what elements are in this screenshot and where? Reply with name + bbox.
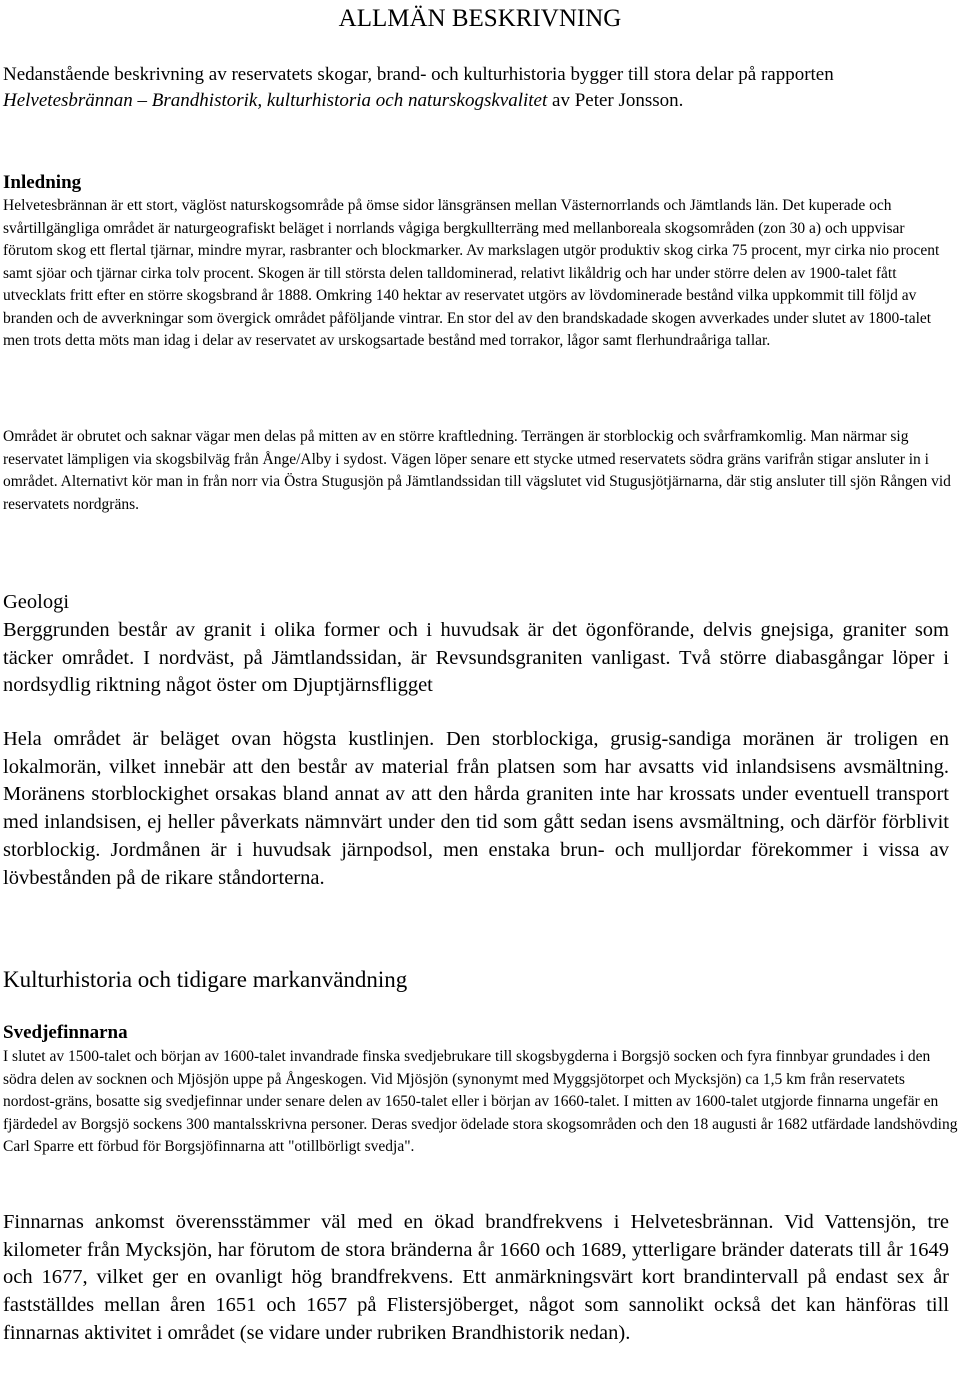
inledning-paragraph-2: Området är obrutet och saknar vägar men delas på mitten av en större kraftledning. Terrängen är storblockig och svårframkomlig. Man närmar sig reservatet lämpligen via skogsbilväg från Ånge/Alby i sydost. Vägen löper senare ett stycke utmed reservatets södra gräns varifrån stigar ansluter in i området. Alternativt kör man in från norr via Östra Stugusjön på Jämtlandssidan till vägslutet vid Stugusjötjärnarna, där stig ansluter till sjön Rången vid reservatets nordgräns. [3, 428, 951, 513]
kultur-paragraph-1: I slutet av 1500-talet och början av 1600-talet invandrade finska svedjebrukare till skogsbygderna i Borgsjö socken och fyra finnbyar grundades i den södra delen av socknen och Mjösjön uppe på Ångeskogen. Vid Mjösjön (synonymt med Myggsjötorpet och Mycksjön) ca 1,5 km från reservatets nordost-gräns, bosatte sig svedjefinnar under senare delen av 1650-talet eller i början av 1660-talet. I mitten av 1600-talet utgjorde finnarna ungefär en fjärdedel av Borgsjö sockens 300 mantalsskrivna personer. Deras svedjor ödelade stora skogsområden och den 18 augusti år 1682 utfärdade landshövding Carl Sparre ett förbud för Borgsjöfinnarna att "otillbörligt svedja". [3, 1048, 958, 1155]
heading-kulturhistoria: Kulturhistoria och tidigare markanvändning [3, 967, 408, 992]
kultur-paragraph-2: Finnarnas ankomst överensstämmer väl med en ökad brandfrekvens i Helvetesbrännan. Vid Vattensjön, tre kilometer från Mycksjön, har förutom de stora bränderna år 1660 och 1689, ytterligare bränder daterats till år 1649 och 1677, vilket ger en ovanligt hög brandfrekvens. Ett anmärkningsvärt kort brandintervall på endast sex år fastställdes mellan åren 1651 och 1657 på Flistersjöberget, något som sannolikt också det kan hänföras till finnarnas aktivitet i området (se vidare under rubriken Brandhistorik nedan). [3, 1211, 949, 1344]
inledning-paragraph-1: Helvetesbrännan är ett stort, väglöst naturskogsområde på ömse sidor länsgränsen mellan Västernorrlands och Jämtlands län. Det kuperade och svårtillgängliga området är naturgeografiskt beläget i norrlands vågiga bergkullterräng med mellanboreala skogsområden (zon 30 a) och uppvisar förutom skog ett flertal tjärnar, mindre myrar, rasbranter och blockmarker. Av markslagen utgör produktiv skog cirka 75 procent, myr cirka nio procent samt sjöar och tjärnar cirka tolv procent. Skogen är till största delen talldominerad, relativt likåldrig och har under större delen av 1900-talet fått utvecklats fritt efter en större skogsbrand år 1888. Omkring 140 hektar av reservatet utgörs av lövdominerade bestånd vilka uppkommit till följd av branden och de avverkningar som övergick området påföljande vintrar. En stor del av den brandskadade skogen avverkades under slutet av 1800-talet men trots detta möts man idag i delar av reservatet av urskogsartade bestånd med torrakor, lågor samt flerhundraåriga tallar. [3, 197, 940, 349]
heading-geologi: Geologi [3, 591, 70, 613]
heading-svedjefinnarna: Svedjefinnarna [3, 1022, 128, 1043]
geologi-paragraph-1: Berggrunden består av granit i olika former och i huvudsak är det ögonförande, delvis gnejsiga, graniter som täcker området. I nordväst, på Jämtlandssidan, är Revsundsgraniten vanligast. Två större diabasgångar löper i nordsydlig riktning något öster om Djuptjärnsfligget [3, 619, 949, 697]
intro-text-end: av Peter Jonsson. [547, 90, 684, 111]
intro-text-start: Nedanstående beskrivning av reservatets skogar, brand- och kulturhistoria bygger till stora delar på rapporten [3, 64, 834, 85]
intro-paragraph [3, 62, 955, 114]
report-title: Helvetesbrännan – Brandhistorik, kulturhistoria och naturskogskvalitet [3, 90, 548, 111]
page-title: ALLMÄN BESKRIVNING [338, 5, 622, 32]
heading-inledning: Inledning [3, 172, 82, 193]
geologi-paragraph-2: Hela området är beläget ovan högsta kustlinjen. Den storblockiga, grusig-sandiga moränen är troligen en lokalmorän, vilket innebär att den består av material från platsen som har avsatts vid inlandsisens avsmältning. Moränens storblockighet orsakas bland annat av att den hårda graniten inte har krossats under eventuell transport med inlandsisen, ej heller påverkats nämnvärt under den tid som gått sedan isens avsmältning, och därför förblivit storblockig. Jordmånen är i huvudsak järnpodsol, men enstaka brun- och mulljordar förekommer i vissa av lövbestånden på de rikare ståndorterna. [3, 728, 949, 889]
